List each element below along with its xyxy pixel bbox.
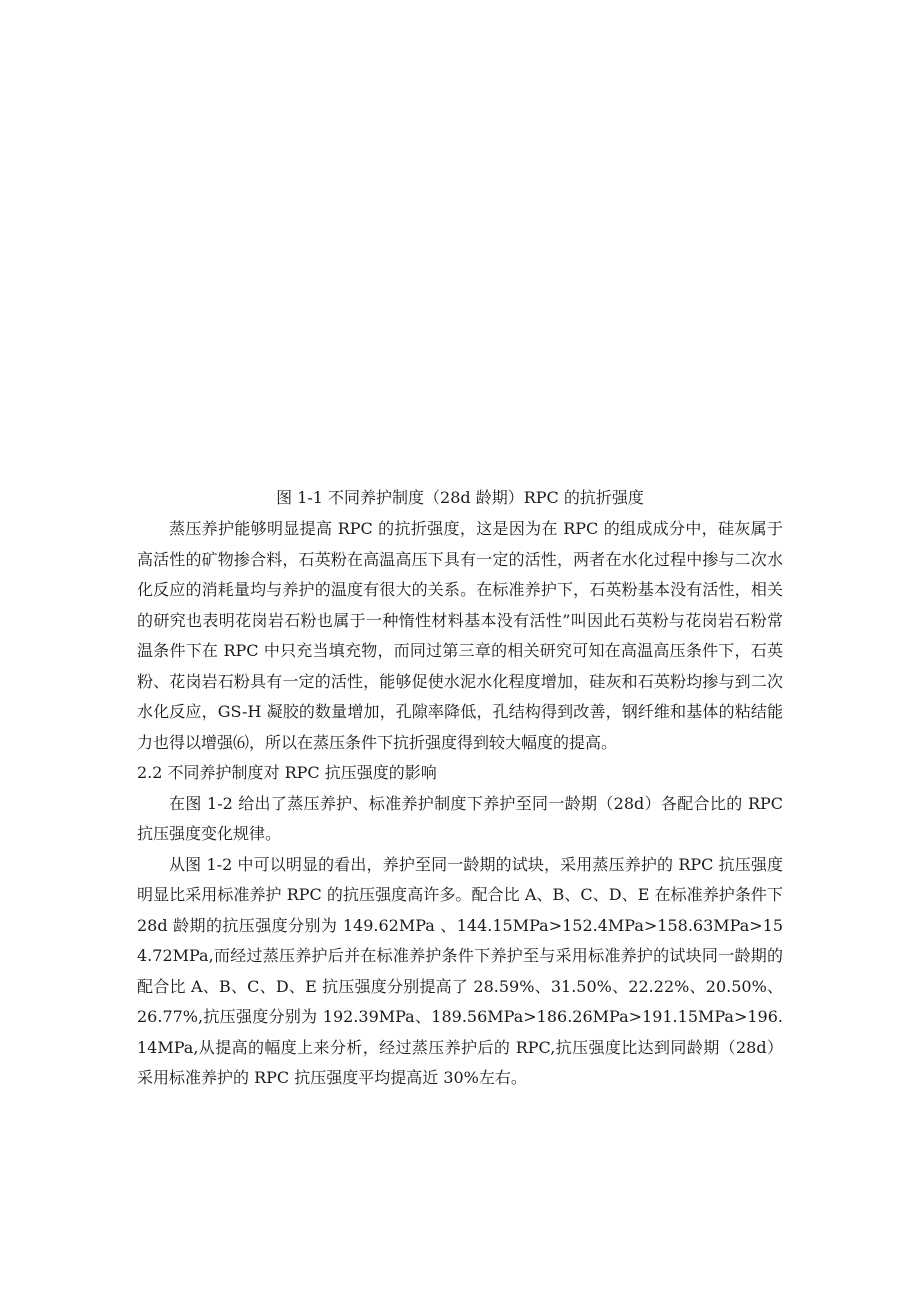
paragraph-steam-curing-flexural: 蒸压养护能够明显提高 RPC 的抗折强度，这是因为在 RPC 的组成成分中，硅灰属于高活性的矿物掺合料，石英粉在高温高压下具有一定的活性，两者在水化过程中掺与二次水化反应的消耗量均与养护的温度有很大的关系。在标准养护下，石英粉基本没有活性，相关的研究也表明花岗岩石粉也属于一种惰性材料基本没有活性”叫因此石英粉与花岗岩石粉常温条件下在 RPC 中只充当填充物，而同过第三章的相关研究可知在高温高压条件下，石英粉、花岗岩石粉具有一定的活性，能够促使水泥水化程度增加，硅灰和石英粉均掺与到二次水化反应，GS-H 凝胶的数量增加，孔隙率降低，孔结构得到改善，钢纤维和基体的粘结能力也得以增强⑹，所以在蒸压条件下抗折强度得到较大幅度的提高。	[137, 519, 783, 752]
paragraph-figure-intro: 在图 1-2 给出了蒸压养护、标准养护制度下养护至同一龄期（28d）各配合比的 RPC 抗压强度变化规律。	[137, 793, 783, 843]
section-heading: 2.2 不同养护制度对 RPC 抗压强度的影响	[137, 763, 437, 782]
figure-placeholder	[137, 40, 783, 470]
paragraph-compressive-analysis: 从图 1-2 中可以明显的看出，养护至同一龄期的试块，采用蒸压养护的 RPC 抗压强度明显比采用标准养护 RPC 的抗压强度高许多。配合比 A、B、C、D、E 在标准养护条件下 28d 龄期的抗压强度分别为 149.62MPa 、144.15MPa>152.4MPa>158.63MPa>154.72MPa,而经过蒸压养护后并在标准养护条件下养护至与采用标准养护的试块同一龄期的配合比 A、B、C、D、E 抗压强度分别提高了 28.59%、31.50%、22.22%、20.50%、26.77%,抗压强度分别为 192.39MPa、189.56MPa>186.26MPa>191.15MPa>196.14MPa,从提高的幅度上来分析，经过蒸压养护后的 RPC,抗压强度比达到同龄期（28d）采用标准养护的 RPC 抗压强度平均提高近 30%左右。	[137, 854, 783, 1087]
figure-caption: 图 1-1 不同养护制度（28d 龄期）RPC 的抗折强度	[276, 488, 644, 507]
document-body	[137, 514, 783, 1094]
